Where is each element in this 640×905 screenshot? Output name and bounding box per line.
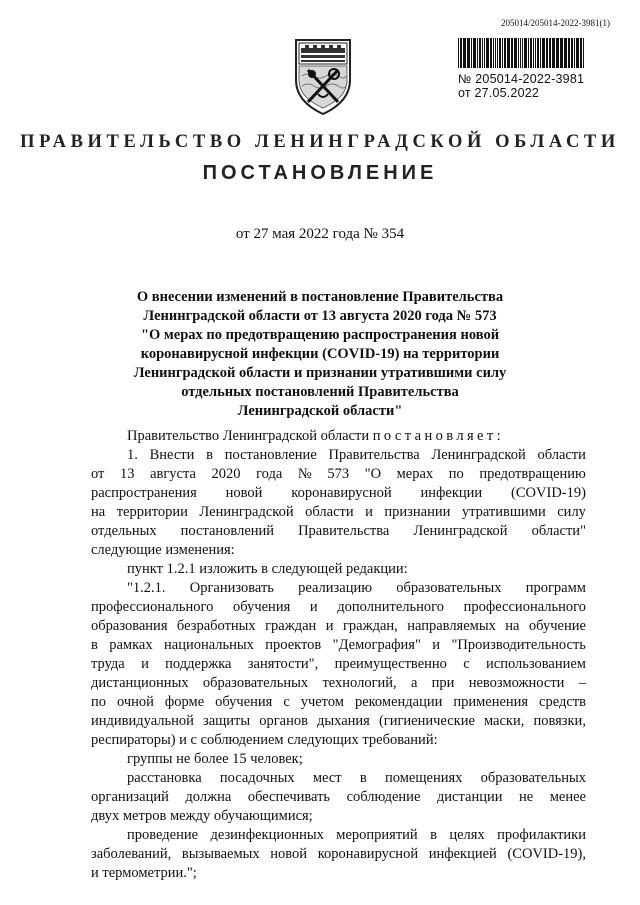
- body-word: безработных: [176, 618, 256, 634]
- barcode-bar: [473, 38, 476, 68]
- body-word: отдельных: [91, 523, 157, 539]
- body-word: реализацию: [298, 580, 373, 596]
- barcode-bar: [493, 38, 494, 68]
- body-word: дистанции: [436, 789, 503, 805]
- body-word: 2020: [211, 466, 241, 482]
- body-word: профилактики: [497, 827, 586, 843]
- body-word: Ленинградской: [199, 504, 294, 520]
- body-word: помещениях: [385, 770, 463, 786]
- heading-line: коронавирусной инфекции (COVID-19) на территории: [140, 346, 500, 362]
- barcode-bar: [471, 38, 472, 68]
- body-word: мероприятий: [336, 827, 418, 843]
- registration-number: № 205014-2022-3981: [458, 72, 585, 86]
- body-word: (COVID-19),: [507, 846, 586, 862]
- body-word: –: [578, 675, 586, 691]
- barcode-bar: [583, 38, 584, 68]
- body-word: очной: [116, 694, 154, 710]
- barcode-icon: [458, 38, 586, 68]
- body-word: повязки,: [533, 713, 586, 729]
- body-line: [91, 864, 586, 883]
- body-word: обеспечивать: [247, 789, 331, 805]
- barcode-bar: [552, 38, 555, 68]
- barcode-bar: [504, 38, 506, 68]
- body-word: августа: [150, 466, 196, 482]
- body-text: пункт 1.2.1 изложить в следующей редакции:: [127, 561, 408, 577]
- coat-of-arms-icon: [292, 36, 354, 116]
- body-word: применения: [453, 694, 529, 710]
- body-word: образовательных: [396, 580, 502, 596]
- barcode-bar: [502, 38, 503, 68]
- body-word: "1.2.1.: [127, 580, 166, 596]
- body-word: рекомендации: [354, 694, 443, 710]
- body-word: постановление: [224, 447, 317, 463]
- body-word: рамках: [109, 637, 153, 653]
- body-line: [91, 503, 586, 522]
- body-word: Ленинградской: [431, 447, 526, 463]
- body-intro-line: [91, 427, 586, 446]
- barcode-bar: [530, 38, 532, 68]
- barcode-bar: [574, 38, 575, 68]
- body-word: обучения: [215, 694, 273, 710]
- heading-line: Ленинградской области": [237, 403, 403, 419]
- barcode-bar: [458, 38, 459, 68]
- barcode-bar: [571, 38, 573, 68]
- barcode-bar: [522, 38, 523, 68]
- body-word: проектов: [265, 637, 322, 653]
- heading-line: отдельных постановлений Правительства: [181, 384, 459, 400]
- body-word: по: [448, 466, 464, 482]
- body-word: инфекцией: [428, 846, 497, 862]
- body-word: программ: [525, 580, 586, 596]
- body-word: №: [297, 466, 312, 482]
- body-line: [91, 712, 586, 731]
- body-word: инфекции: [420, 485, 483, 501]
- body-word: менее: [549, 789, 586, 805]
- body-text: двух метров между обучающимися;: [91, 808, 313, 824]
- body-word: профессионального: [463, 599, 586, 615]
- barcode-bar: [576, 38, 579, 68]
- body-word: дополнительного: [337, 599, 444, 615]
- body-word: коронавирусной: [291, 485, 392, 501]
- barcode-bar: [537, 38, 539, 68]
- body-word: новой: [225, 485, 263, 501]
- barcode-bar: [490, 38, 492, 68]
- heading-line: Ленинградской области и признании утратившими силу: [133, 365, 507, 381]
- body-word: территории: [116, 504, 188, 520]
- body-word: "Производительность: [451, 637, 586, 653]
- body-word: предотвращению: [479, 466, 586, 482]
- body-word: постановлений: [180, 523, 275, 539]
- body-lines: [91, 446, 586, 883]
- body-word: с: [463, 656, 470, 672]
- body-word: и: [141, 656, 149, 672]
- barcode-bar: [518, 38, 519, 68]
- body-word: мерах: [396, 466, 434, 482]
- body-word: на: [91, 504, 106, 520]
- barcode-bar: [484, 38, 485, 68]
- barcode-bar: [507, 38, 510, 68]
- body-word: вызываемых: [181, 846, 260, 862]
- body-word: 1.: [127, 447, 138, 463]
- body-word: силу: [557, 504, 586, 520]
- body-word: а: [410, 675, 418, 691]
- body-word: преимущественно: [334, 656, 447, 672]
- barcode-bar: [535, 38, 536, 68]
- body-word: распространения: [91, 485, 197, 501]
- body-line: [91, 598, 586, 617]
- barcode-bar: [528, 38, 529, 68]
- body-line: [91, 617, 586, 636]
- body-word: Внести: [149, 447, 195, 463]
- barcode-bar: [524, 38, 527, 68]
- body-line: [91, 826, 586, 845]
- body-word: защиты: [202, 713, 251, 729]
- body-word: образовательных: [480, 770, 586, 786]
- body-word: года: [256, 466, 283, 482]
- body-word: образовательных: [202, 675, 309, 691]
- body-word: утратившими: [461, 504, 546, 520]
- barcode-bar: [479, 38, 481, 68]
- body-word: проведение: [127, 827, 199, 843]
- heading-line: Ленинградской области от 13 августа 2020 года № 573: [143, 308, 497, 324]
- body-word: в: [359, 770, 367, 786]
- body-word: и: [325, 618, 334, 634]
- body-word: национальных: [164, 637, 254, 653]
- body-word: Ленинградской: [413, 523, 508, 539]
- body-line: [91, 579, 586, 598]
- document-heading: [120, 288, 520, 421]
- body-line: [91, 788, 586, 807]
- body-word: учетом: [300, 694, 344, 710]
- body-word: профессионального: [91, 599, 214, 615]
- body-word: области: [305, 504, 354, 520]
- document-date: от 27 мая 2022 года № 354: [235, 226, 405, 242]
- body-line: [91, 446, 586, 465]
- document-type: ПОСТАНОВЛЕНИЕ: [202, 162, 438, 184]
- body-word: должна: [185, 789, 232, 805]
- body-word: граждан,: [342, 618, 398, 634]
- body-line: [91, 674, 586, 693]
- body-word: (гигиенические: [378, 713, 475, 729]
- body-word: посадочных: [219, 770, 295, 786]
- body-word: 13: [119, 466, 135, 482]
- barcode-bar: [520, 38, 521, 68]
- body-line: [91, 845, 586, 864]
- barcode-bar: [463, 38, 466, 68]
- barcode-bar: [568, 38, 570, 68]
- barcode-bar: [514, 38, 517, 68]
- body-word: обучение: [528, 618, 586, 634]
- body-text: и термометрии.";: [91, 865, 197, 881]
- body-word: поддержка: [165, 656, 232, 672]
- body-word: не: [519, 789, 534, 805]
- body-word: при: [431, 675, 455, 691]
- body-word: признании: [384, 504, 451, 520]
- body-word: и: [309, 599, 318, 615]
- body-word: новой: [270, 846, 308, 862]
- body-word: дистанционных: [91, 675, 189, 691]
- body-word: целях: [449, 827, 485, 843]
- body-word: труда: [91, 656, 125, 672]
- body-line: [91, 560, 586, 579]
- barcode-bar: [560, 38, 563, 68]
- body-word: мест: [312, 770, 342, 786]
- heading-line: О внесении изменений в постановление Правительства: [136, 289, 504, 305]
- body-word: дезинфекционных: [210, 827, 324, 843]
- body-word: дыхания: [317, 713, 370, 729]
- body-word: с: [283, 694, 290, 710]
- barcode-bar: [511, 38, 513, 68]
- barcode-bar: [542, 38, 545, 68]
- body-line: [91, 731, 586, 750]
- barcode-bar: [549, 38, 551, 68]
- body-word: организаций: [91, 789, 169, 805]
- body-line: [91, 541, 586, 560]
- body-line: [91, 522, 586, 541]
- body-word: Правительства: [328, 447, 420, 463]
- registration-date: от 27.05.2022: [458, 86, 540, 100]
- body-text: следующие изменения:: [91, 542, 235, 558]
- body-word: образования: [91, 618, 168, 634]
- body-word: маски,: [483, 713, 525, 729]
- body-word: органов: [259, 713, 308, 729]
- body-word: в: [91, 637, 98, 653]
- document-body: [91, 427, 586, 883]
- body-word: от: [91, 466, 105, 482]
- barcode-bar: [477, 38, 478, 68]
- body-word: на: [505, 618, 520, 634]
- barcode-bar: [467, 38, 470, 68]
- barcode-bar: [482, 38, 483, 68]
- body-word: граждан: [265, 618, 317, 634]
- body-line: [91, 636, 586, 655]
- barcode-bar: [564, 38, 567, 68]
- document-id: 205014/205014-2022-3981(1): [501, 18, 610, 28]
- body-word: соблюдение: [346, 789, 421, 805]
- body-line: [91, 750, 586, 769]
- body-line: [91, 769, 586, 788]
- body-word: "О: [364, 466, 382, 482]
- body-word: и: [432, 637, 441, 653]
- body-word: занятости",: [247, 656, 319, 672]
- body-word: расстановка: [127, 770, 202, 786]
- body-word: по: [91, 694, 107, 710]
- body-word: невозможности: [468, 675, 565, 691]
- body-word: заболеваний,: [91, 846, 172, 862]
- body-line: [91, 693, 586, 712]
- body-text: группы не более 15 человек;: [127, 751, 303, 767]
- body-text: респираторы) и с соблюдением следующих требований:: [91, 732, 438, 748]
- barcode-bar: [540, 38, 541, 68]
- intro-prefix: Правительство Ленинградской области: [127, 428, 370, 444]
- body-word: направляемых: [407, 618, 496, 634]
- barcode-bar: [495, 38, 496, 68]
- body-word: и: [365, 504, 373, 520]
- body-word: в: [430, 827, 437, 843]
- registration-block: [458, 38, 588, 100]
- body-word: использованием: [486, 656, 586, 672]
- body-word: средств: [539, 694, 586, 710]
- body-word: коронавирусной: [317, 846, 419, 862]
- body-word: области": [531, 523, 586, 539]
- body-word: 573: [327, 466, 350, 482]
- government-title: ПРАВИТЕЛЬСТВО ЛЕНИНГРАДСКОЙ ОБЛАСТИ: [20, 132, 620, 152]
- heading-line: "О мерах по предотвращению распространения новой: [140, 327, 500, 343]
- barcode-bar: [580, 38, 582, 68]
- barcode-bar: [460, 38, 462, 68]
- body-word: Правительства: [298, 523, 390, 539]
- body-word: "Демография": [332, 637, 421, 653]
- barcode-bar: [556, 38, 559, 68]
- body-line: [91, 465, 586, 484]
- body-word: технологий,: [322, 675, 397, 691]
- barcode-bar: [533, 38, 534, 68]
- body-word: индивидуальной: [91, 713, 194, 729]
- body-word: Организовать: [189, 580, 274, 596]
- body-word: форме: [164, 694, 205, 710]
- body-word: обучения: [233, 599, 291, 615]
- body-line: [91, 655, 586, 674]
- intro-spaced: постановляет:: [372, 428, 505, 444]
- body-word: в: [206, 447, 213, 463]
- body-word: области: [537, 447, 586, 463]
- body-line: [91, 484, 586, 503]
- body-word: (COVID-19): [511, 485, 586, 501]
- barcode-bar: [497, 38, 498, 68]
- barcode-bar: [499, 38, 501, 68]
- barcode-bar: [486, 38, 489, 68]
- barcode-bar: [546, 38, 548, 68]
- body-line: [91, 807, 586, 826]
